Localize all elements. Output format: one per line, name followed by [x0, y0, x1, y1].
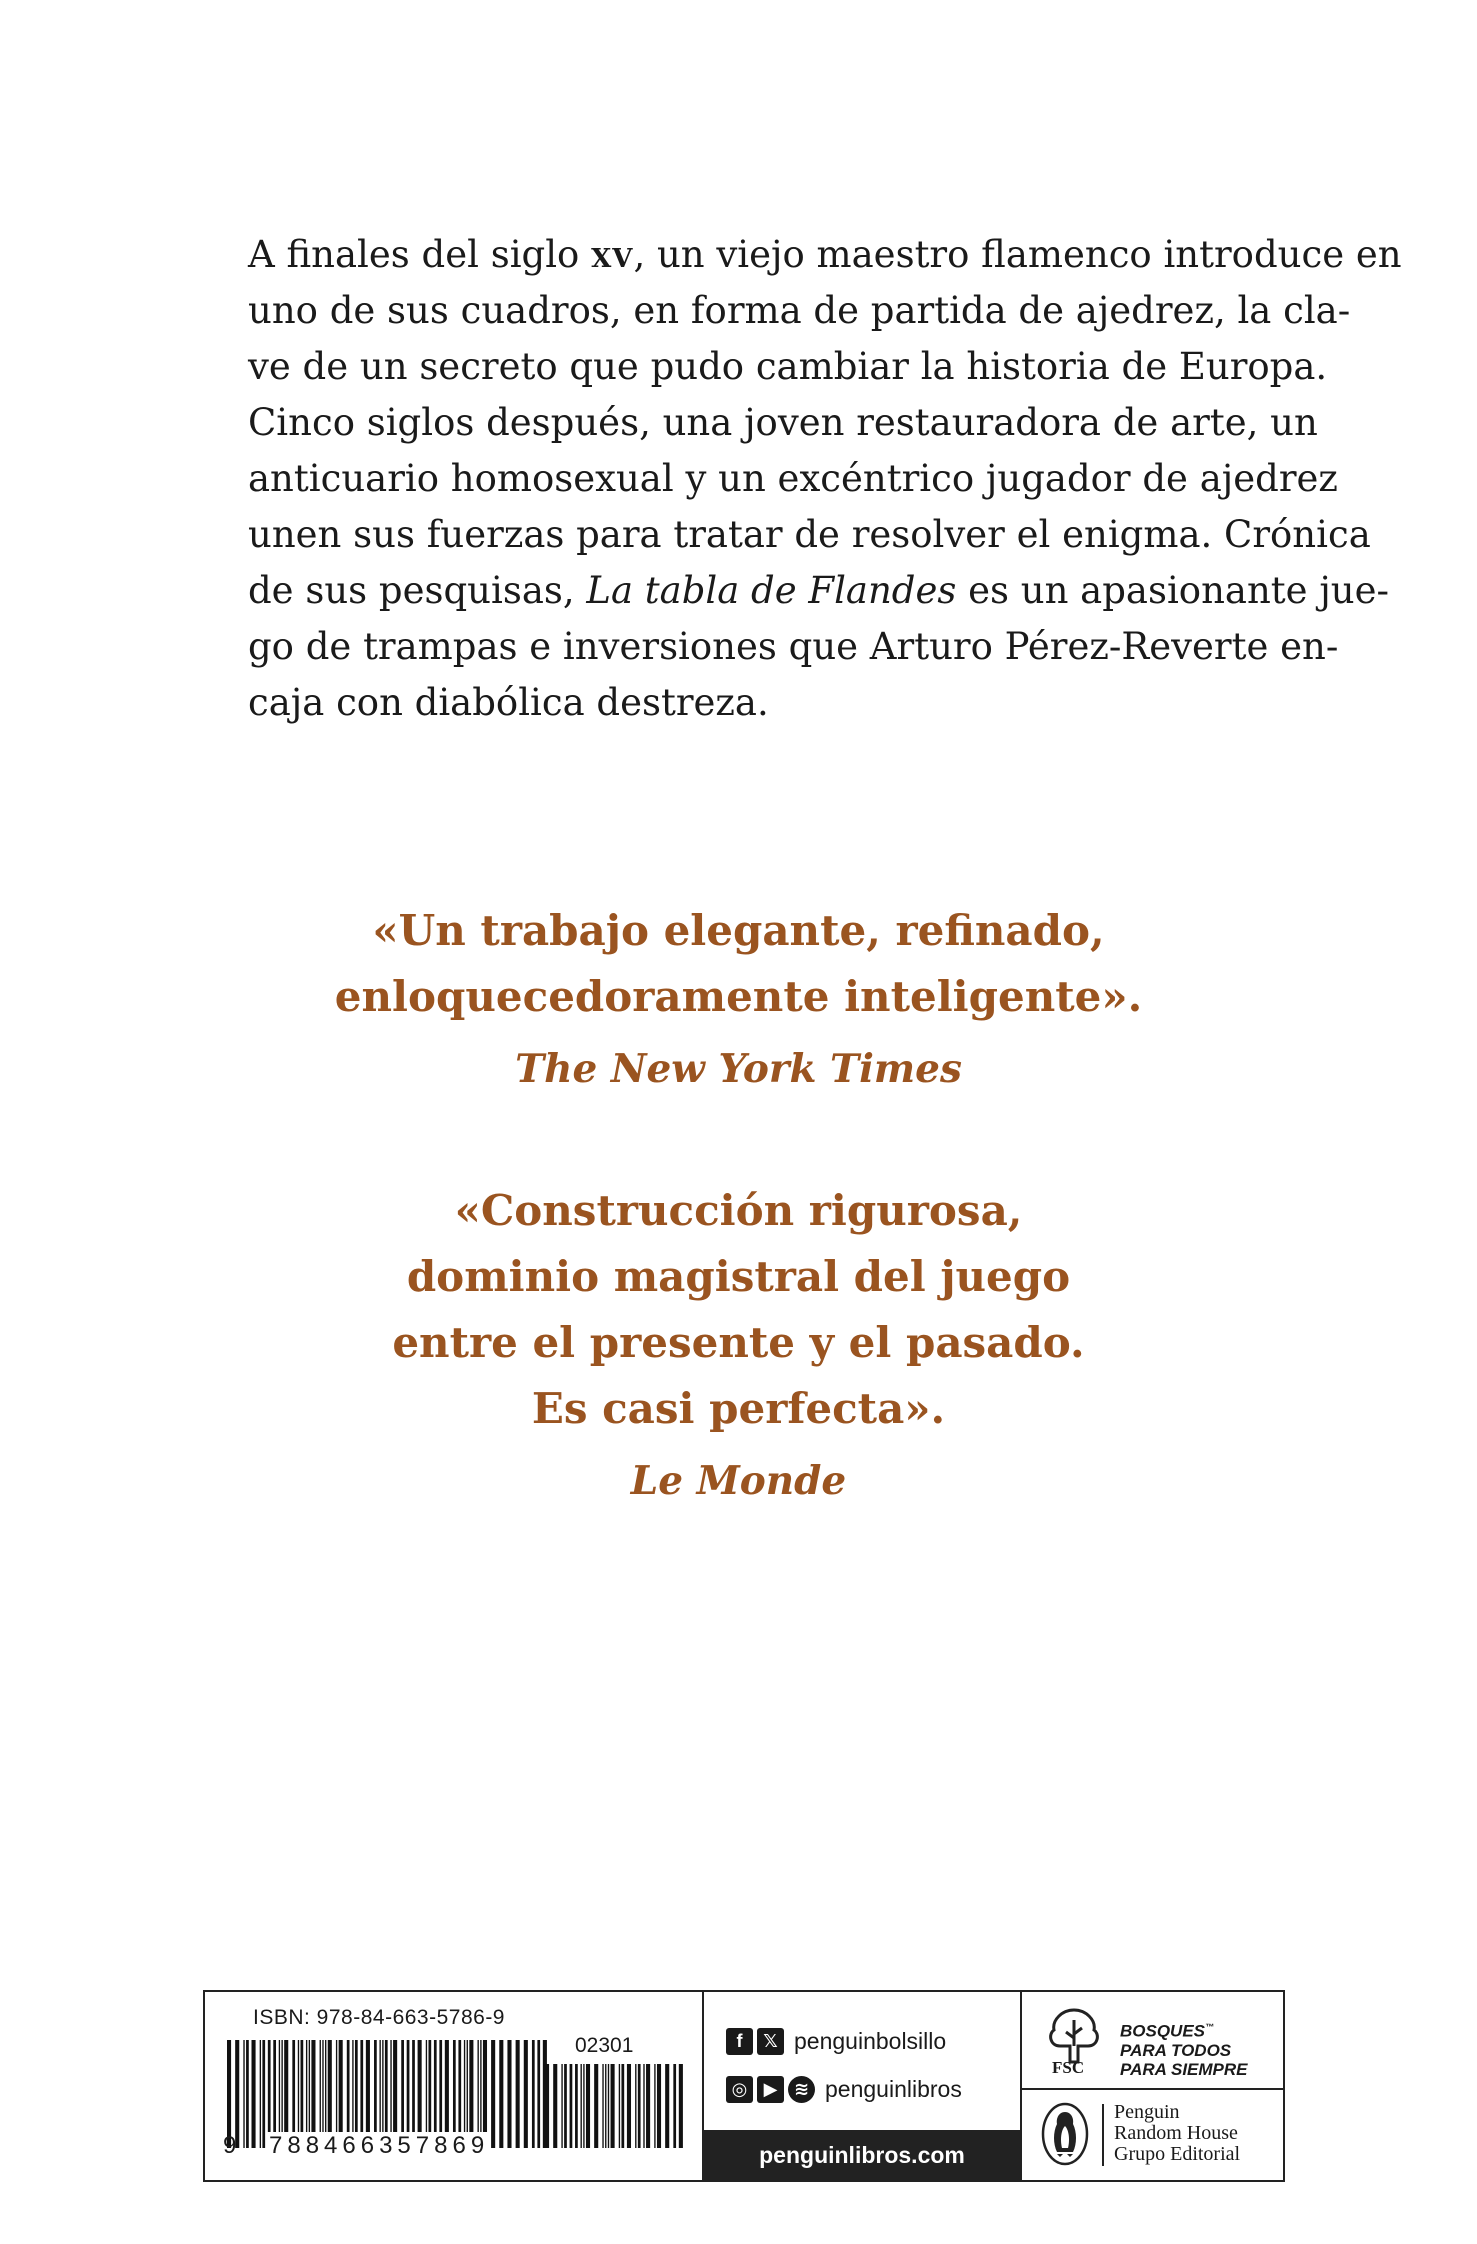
book-title: La tabla de Flandes — [586, 569, 957, 612]
quote-line: Es casi perfecta». — [531, 1384, 946, 1433]
barcode-bar — [570, 2064, 573, 2148]
facebook-icon[interactable]: f — [726, 2028, 753, 2055]
quote-line: enloquecedoramente inteligente». — [334, 972, 1143, 1021]
barcode-bar — [575, 2064, 578, 2148]
quote-line: entre el presente y el pasado. — [392, 1318, 1085, 1367]
barcode-bar — [581, 2064, 582, 2148]
publisher-name: Penguin Random House Grupo Editorial — [1114, 2101, 1241, 2165]
barcode-bar — [602, 2064, 603, 2148]
barcode-digits: 788466357869 — [269, 2132, 490, 2159]
back-cover-info-strip — [203, 1990, 1285, 2182]
barcode-bar — [499, 2040, 503, 2148]
quote-source: The New York Times — [515, 1046, 962, 1092]
barcode-bar — [564, 2064, 567, 2148]
social-handle[interactable]: penguinlibros — [825, 2076, 962, 2102]
barcode-bar — [583, 2064, 584, 2148]
synopsis-line-4: Cinco siglos después, una joven restauradora de arte, un — [248, 401, 1318, 444]
barcode-bar — [619, 2064, 620, 2148]
fsc-logo — [1022, 1992, 1283, 2090]
penguin-icon — [1040, 2102, 1090, 2166]
barcode-bar — [262, 2040, 265, 2148]
barcode-bar — [643, 2064, 644, 2148]
barcode-bar — [507, 2040, 511, 2148]
publisher-divider — [1102, 2104, 1104, 2166]
barcode-bar — [545, 2064, 549, 2148]
website-link[interactable]: penguinlibros.com — [704, 2130, 1020, 2180]
barcode-bar — [635, 2064, 636, 2148]
youtube-icon[interactable]: ▶ — [757, 2076, 784, 2103]
barcode-box — [205, 1992, 704, 2180]
synopsis-line-7: de sus pesquisas, La tabla de Flandes es un apasionante jue- — [248, 569, 1390, 612]
barcode-bar — [638, 2064, 641, 2148]
fsc-label: FSC — [1052, 2058, 1085, 2077]
synopsis-line-6: unen sus fuerzas para tratar de resolver el enigma. Crónica — [248, 513, 1371, 556]
quote-source: Le Monde — [630, 1458, 847, 1504]
barcode-bar — [605, 2064, 606, 2148]
instagram-icon[interactable]: ◎ — [726, 2076, 753, 2103]
barcode-bar — [611, 2064, 615, 2148]
spotify-icon[interactable]: ≋ — [788, 2076, 815, 2103]
barcode-bar — [561, 2064, 562, 2148]
barcode-bar — [516, 2040, 520, 2148]
synopsis-line-1: A finales del siglo xv, un viejo maestro flamenco introduce en — [248, 232, 1402, 276]
social-box — [704, 1992, 1022, 2180]
synopsis-line-8: go de trampas e inversiones que Arturo Pérez-Reverte en- — [248, 625, 1339, 668]
synopsis-line-2: uno de sus cuadros, en forma de partida de ajedrez, la cla- — [248, 289, 1351, 332]
synopsis-line-3: ve de un secreto que pudo cambiar la historia de Europa. — [248, 345, 1328, 388]
barcode-bar — [594, 2064, 598, 2148]
barcode-bar — [246, 2040, 249, 2148]
barcode-bar — [657, 2064, 661, 2148]
quote-line: dominio magistral del juego — [406, 1252, 1071, 1301]
synopsis-line-5: anticuario homosexual y un excéntrico jugador de ajedrez — [248, 457, 1338, 500]
barcode-bar — [524, 2040, 528, 2148]
quote-line: «Construcción rigurosa, — [454, 1186, 1023, 1235]
barcode-bar — [608, 2064, 609, 2148]
barcode-bar — [679, 2064, 683, 2148]
barcode-bar — [252, 2040, 256, 2148]
barcode-bar — [627, 2064, 631, 2148]
price-code: 02301 — [575, 2034, 634, 2057]
synopsis-line-9: caja con diabólica destreza. — [248, 681, 769, 724]
x-icon[interactable]: 𝕏 — [757, 2028, 784, 2055]
review-quote-1 — [0, 898, 1477, 1104]
barcode-bar — [621, 2064, 624, 2148]
barcode-bar — [553, 2064, 557, 2148]
social-row-penguinlibros — [726, 2076, 962, 2103]
barcode-bar — [243, 2040, 244, 2148]
fsc-tree-icon — [1044, 2006, 1104, 2066]
social-handle[interactable]: penguinbolsillo — [794, 2028, 947, 2054]
social-row-penguinbolsillo — [726, 2028, 946, 2055]
addon-barcode — [545, 2064, 687, 2148]
barcode-bar — [654, 2064, 655, 2148]
barcode-bar — [586, 2064, 590, 2148]
logo-box — [1022, 1992, 1283, 2180]
barcode-bar — [673, 2064, 676, 2148]
review-quote-2 — [0, 1178, 1477, 1516]
barcode-bar — [537, 2040, 540, 2148]
barcode-bar — [491, 2040, 495, 2148]
century-numeral: xv — [591, 232, 634, 276]
barcode-first-digit: 9 — [223, 2132, 237, 2159]
publisher-logo — [1022, 2090, 1283, 2184]
quote-line: «Un trabajo elegante, refinado, — [372, 906, 1105, 955]
isbn-label: ISBN: 978-84-663-5786-9 — [253, 2006, 505, 2029]
fsc-slogan: BOSQUES™ PARA TODOS PARA SIEMPRE — [1120, 2021, 1248, 2079]
barcode-bar — [532, 2040, 535, 2148]
barcode-bar — [260, 2040, 261, 2148]
barcode-bar — [646, 2064, 650, 2148]
synopsis — [248, 226, 1402, 731]
barcode-bar — [665, 2064, 669, 2148]
